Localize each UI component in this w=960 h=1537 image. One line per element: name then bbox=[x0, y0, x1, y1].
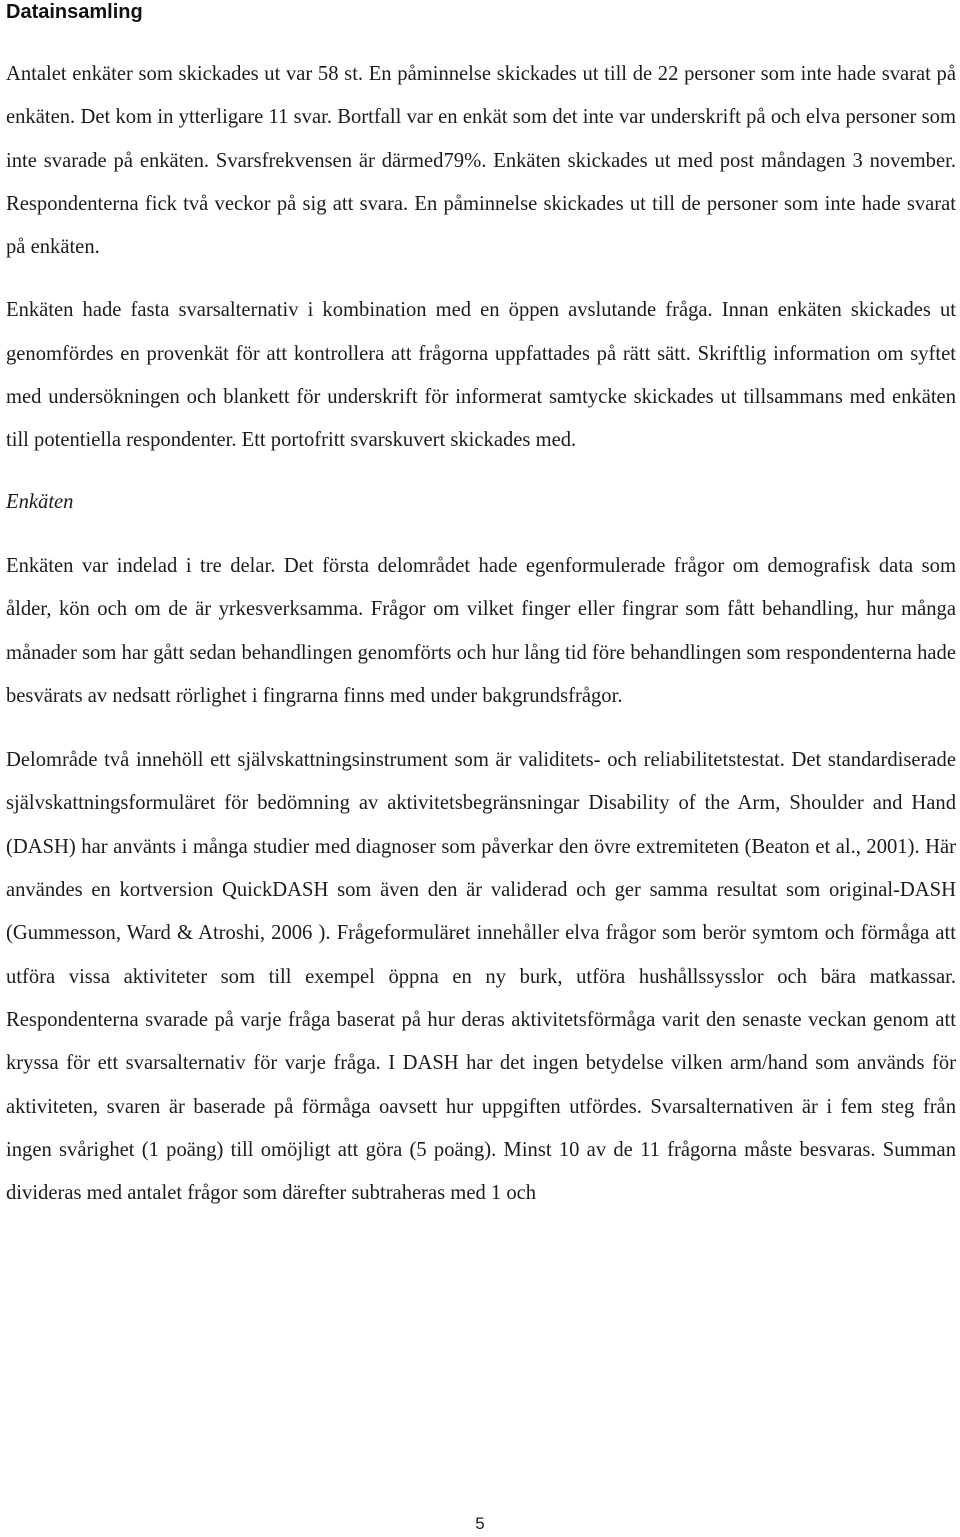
paragraph-dash-instrument: Delområde två innehöll ett självskattningsinstrument som är validitets- och reliabilitetstestat. Det standardiserade självskattningsformuläret för bedömning av aktivitetsbegränsningar Disability of the Arm, Shoulder and Hand (DASH) har använts i många studier med diagnoser som påverkar den övre extremiteten (Beaton et al., 2001). Här användes en kortversion QuickDASH som även den är validerad och ger samma resultat som original-DASH (Gummesson, Ward & Atroshi, 2006 ). Frågeformuläret innehåller elva frågor som berör symtom och förmåga att utföra vissa aktiviteter som till exempel öppna en ny burk, utföra hushållssysslor och bära matkassar. Respondenterna svarade på varje fråga baserat på hur deras aktivitetsförmåga varit den senaste veckan genom att kryssa för ett svarsalternativ för varje fråga. I DASH har det ingen betydelse vilken arm/hand som används för aktiviteten, svaren är baserade på förmåga oavsett hur uppgiften utfördes. Svarsalternativen är i fem steg från ingen svårighet (1 poäng) till omöjligt att göra (5 poäng). Minst 10 av de 11 frågorna måste besvaras. Summan divideras med antalet frågor som därefter subtraheras med 1 och bbox=[6, 749, 956, 1205]
page-number: 5 bbox=[475, 1514, 485, 1533]
document-page bbox=[6, 0, 956, 1215]
paragraph-data-collection: Antalet enkäter som skickades ut var 58 st. En påminnelse skickades ut till de 22 personer som inte hade svarat på enkäten. Det kom in ytterligare 11 svar. Bortfall var en enkät som det inte var underskrift på och elva personer som inte svarade på enkäten. Svarsfrekvensen är därmed79%. Enkäten skickades ut med post måndagen 3 november. Respondenterna fick två veckor på sig att svara. En påminnelse skickades ut till de personer som inte hade svarat på enkäten. bbox=[6, 63, 956, 259]
section-heading: Datainsamling bbox=[6, 1, 143, 23]
subheading-survey: Enkäten bbox=[6, 490, 74, 513]
paragraph-survey-parts: Enkäten var indelad i tre delar. Det första delområdet hade egenformulerade frågor om demografisk data som ålder, kön och om de är yrkesverksamma. Frågor om vilket finger eller fingrar som fått behandling, hur många månader som har gått sedan behandlingen genomförts och hur lång tid före behandlingen som respondenterna hade besvärats av nedsatt rörlighet i fingrarna finns med under bakgrundsfrågor. bbox=[6, 554, 956, 707]
paragraph-survey-design: Enkäten hade fasta svarsalternativ i kombination med en öppen avslutande fråga. Innan enkäten skickades ut genomfördes en provenkät för att kontrollera att frågorna uppfattades på rätt sätt. Skriftlig information om syftet med undersökningen och blankett för underskrift för informerat samtycke skickades ut tillsammans med enkäten till potentiella respondenter. Ett portofritt svarskuvert skickades med. bbox=[6, 299, 956, 452]
